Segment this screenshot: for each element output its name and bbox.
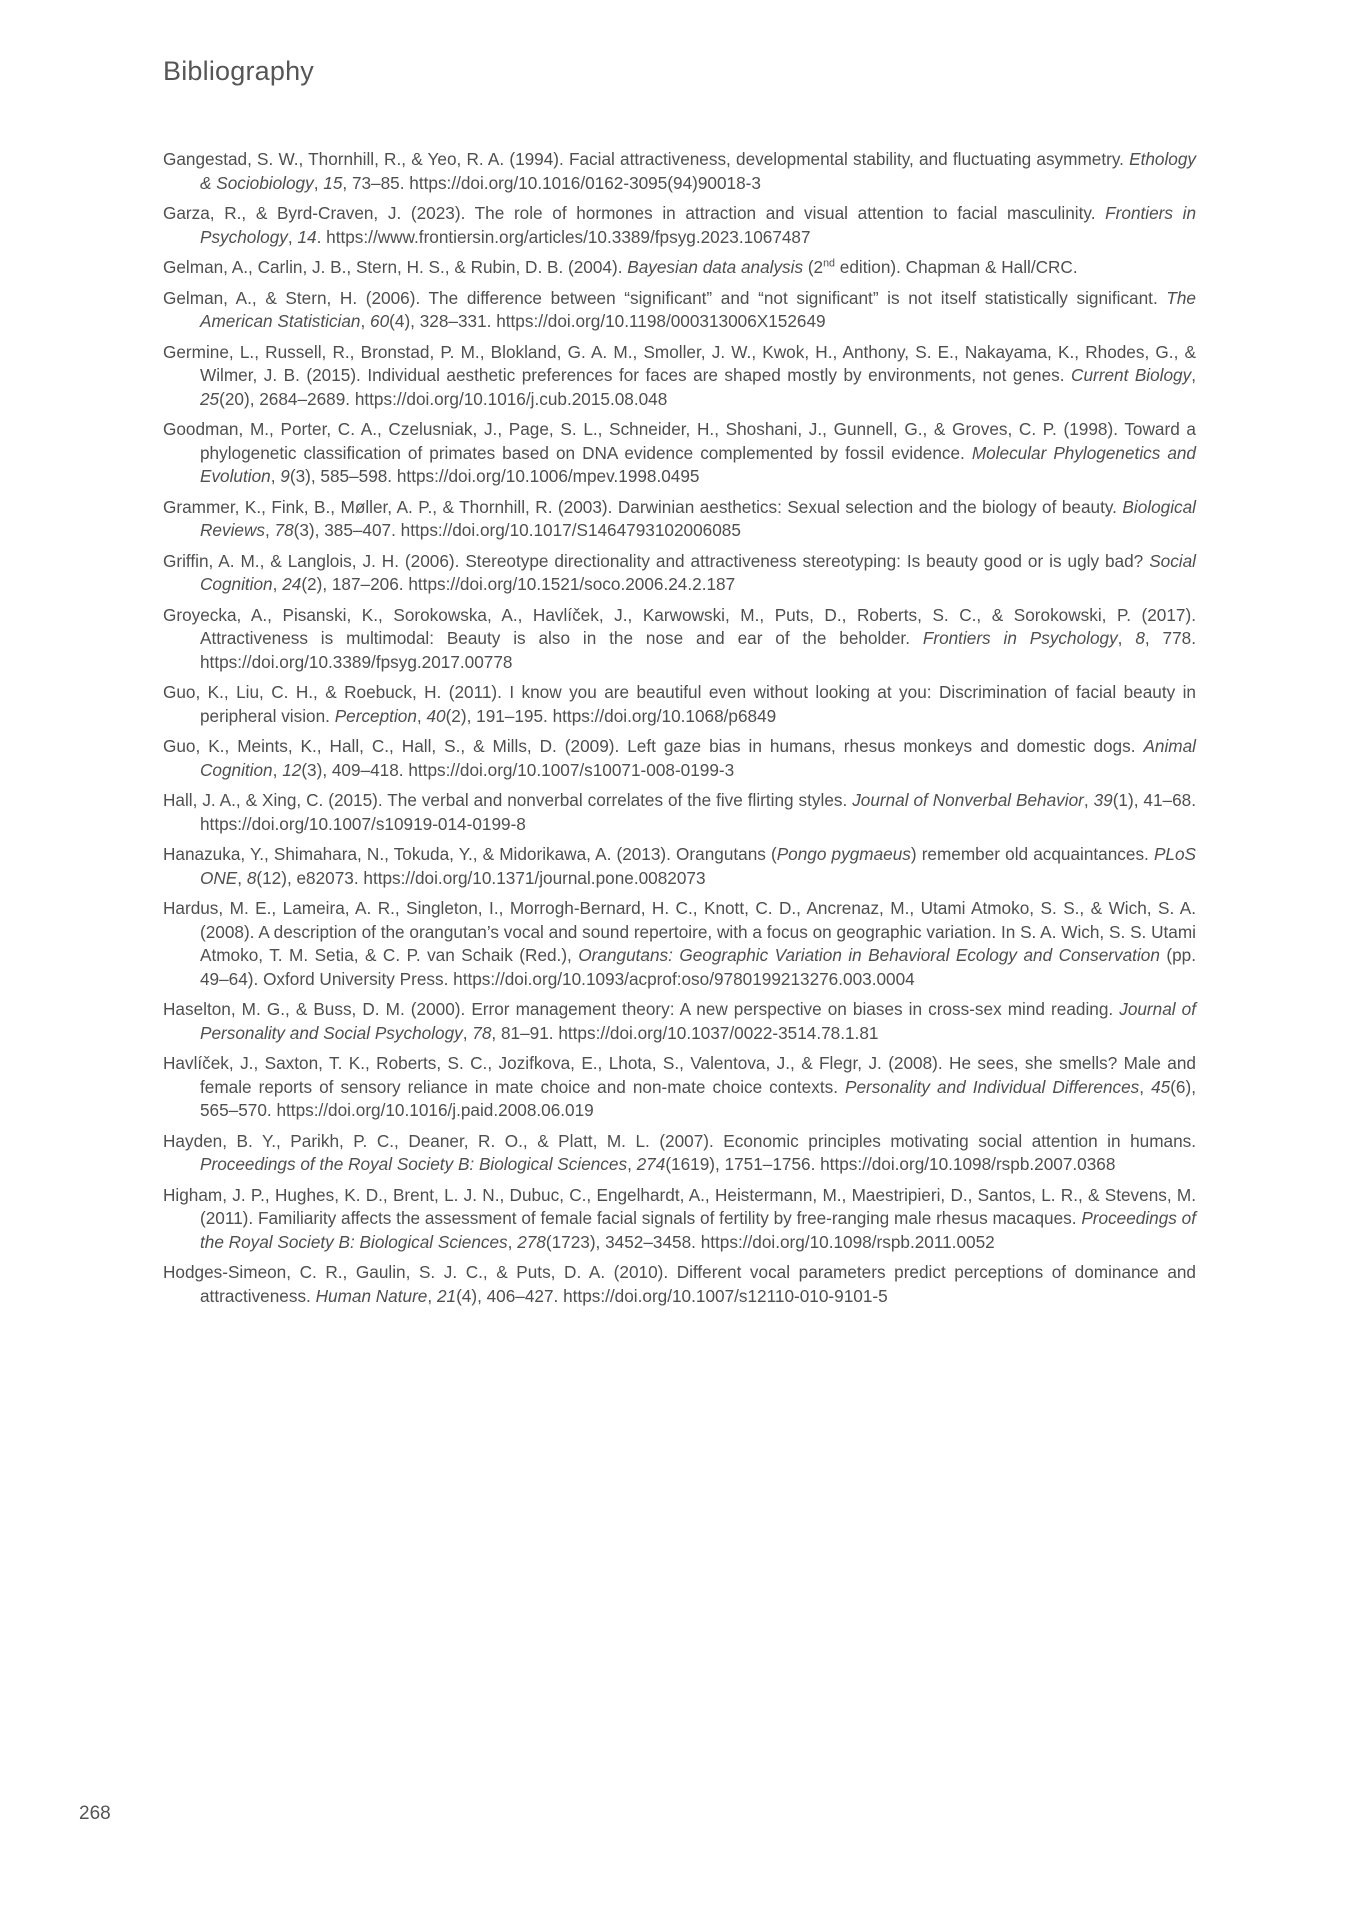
reference-text-segment: (3), 409–418. https://doi.org/10.1007/s10071-008-0199-3 (301, 759, 735, 780)
reference-entry (163, 341, 1196, 412)
reference-text-segment: 278 (517, 1231, 546, 1252)
reference-text-segment: Bayesian data analysis (627, 257, 804, 277)
reference-text-segment: Human Nature (315, 1285, 428, 1306)
reference-text-segment: Guo, K., Liu, C. H., & Roebuck, H. (2011). I know you are beautiful even without looking at you: Discrimination of facial beauty in peripheral vision. (163, 682, 1196, 726)
reference-text-segment: Haselton, M. G., & Buss, D. M. (2000). Error management theory: A new perspective on biases in cross-sex mind reading. (163, 999, 1120, 1019)
reference-text-segment: , (627, 1154, 637, 1174)
reference-text-segment: Groyecka, A., Pisanski, K., Sorokowska, A., Havlíček, J., Karwowski, M., Puts, D., Roberts, S. C., & Sorokowski, P. (2017). Attractiveness is multimodal: Beauty is also in the nose and ear of the beholder. (163, 604, 1196, 648)
reference-text-segment: , (416, 705, 427, 726)
reference-entry (163, 897, 1196, 991)
reference-entry (163, 843, 1196, 890)
reference-text-segment: Proceedings of the Royal Society B: Biological Sciences (200, 1154, 628, 1174)
reference-text-segment: (4), 406–427. https://doi.org/10.1007/s12110-010-9101-5 (456, 1285, 888, 1306)
reference-entry (163, 735, 1196, 782)
reference-text-segment: 8 (1135, 628, 1145, 648)
reference-text-segment: (4), 328–331. https://doi.org/10.1198/000313006X152649 (389, 311, 826, 331)
reference-text-segment: Frontiers in Psychology (200, 203, 1196, 247)
reference-text-segment: Grammer, K., Fink, B., Møller, A. P., & Thornhill, R. (2003). Darwinian aesthetics: Sexual selection and the biology of beauty. (163, 496, 1123, 517)
reference-text-segment: Perception (334, 705, 417, 726)
reference-text-segment: 39 (1093, 790, 1113, 810)
reference-text-segment: , 73–85. https://doi.org/10.1016/0162-3095(94)90018-3 (342, 172, 761, 193)
reference-text-segment: 12 (282, 759, 302, 780)
reference-text-segment: Personality and Individual Differences (844, 1076, 1140, 1097)
reference-text-segment: Social Cognition (200, 550, 1196, 594)
reference-text-segment: , (264, 520, 275, 540)
reference-entry (163, 998, 1196, 1045)
reference-entry (163, 148, 1196, 195)
reference-text-segment: ) remember old acquaintances. (910, 844, 1154, 864)
reference-text-segment: , (462, 1022, 473, 1043)
reference-text-segment: . https://www.frontiersin.org/articles/10.3389/fpsyg.2023.1067487 (316, 226, 811, 247)
reference-entry (163, 256, 1196, 280)
reference-text-segment: Ethology & Sociobiology (200, 149, 1196, 193)
reference-text-segment: Higham, J. P., Hughes, K. D., Brent, L. J. N., Dubuc, C., Engelhardt, A., Heistermann, M., Maestripieri, D., Santos, L. R., & Stevens, M. (2011). Familiarity affects the assessment of female facial signals of fertility by free-ranging male rhesus macaques. (163, 1184, 1196, 1228)
reference-text-segment: Germine, L., Russell, R., Bronstad, P. M., Blokland, G. A. M., Smoller, J. W., Kwok, H., Anthony, S. E., Nakayama, K., Rhodes, G., & Wilmer, J. B. (2015). Individual aesthetic preferences for faces are shaped mostly by environments, not genes. (163, 341, 1196, 385)
reference-text-segment: Gangestad, S. W., Thornhill, R., & Yeo, R. A. (1994). Facial attractiveness, developmental stability, and fluctuating asymmetry. (163, 149, 1130, 169)
reference-text-segment: (12), e82073. https://doi.org/10.1371/journal.pone.0082073 (256, 867, 706, 888)
reference-text-segment: , (360, 311, 371, 331)
reference-text-segment: Gelman, A., & Stern, H. (2006). The difference between “significant” and “not significant” is not itself statistically significant. (163, 287, 1167, 308)
reference-text-segment: 21 (436, 1285, 457, 1306)
reference-text-segment: (6), 565–570. https://doi.org/10.1016/j.paid.2008.06.019 (200, 1076, 1196, 1120)
page-number: 268 (79, 1803, 111, 1824)
reference-text-segment: The American Statistician (200, 287, 1196, 331)
reference-text-segment: (1), 41–68. https://doi.org/10.1007/s10919-014-0199-8 (200, 790, 1196, 834)
reference-text-segment: Pongo pygmaeus (776, 844, 911, 864)
reference-entry (163, 1184, 1196, 1255)
reference-text-segment: , (1083, 790, 1094, 810)
reference-text-segment: Hall, J. A., & Xing, C. (2015). The verbal and nonverbal correlates of the five flirting styles. (163, 790, 853, 810)
reference-text-segment: Hardus, M. E., Lameira, A. R., Singleton, I., Morrogh-Bernard, H. C., Knott, C. D., Ancrenaz, M., Utami Atmoko, S. S., & Wich, S. A. (2008). A description of the orangutan’s vocal and sound repertoire, with a focus on geographic variation. In S. A. Wich, S. S. Utami Atmoko, T. M. Setia, & C. P. van Schaik (Red.), (163, 898, 1196, 965)
reference-text-segment: (2), 187–206. https://doi.org/10.1521/soco.2006.24.2.187 (301, 574, 736, 594)
reference-text-segment: , (270, 466, 281, 486)
reference-entry (163, 681, 1196, 728)
reference-text-segment: 78 (274, 520, 294, 540)
page-title: Bibliography (163, 56, 314, 86)
reference-text-segment: Current Biology (1071, 365, 1192, 385)
reference-text-segment: (20), 2684–2689. https://doi.org/10.1016/j.cub.2015.08.048 (219, 388, 668, 409)
reference-text-segment: Biological Reviews (200, 496, 1196, 540)
reference-text-segment: (2 (803, 257, 824, 277)
reference-text-segment: 45 (1151, 1076, 1171, 1097)
reference-text-segment: , (313, 172, 324, 193)
reference-text-segment: Garza, R., & Byrd-Craven, J. (2023). The role of hormones in attraction and visual attention to facial masculinity. (163, 203, 1106, 223)
reference-list (163, 148, 1196, 1315)
reference-text-segment: Hayden, B. Y., Parikh, P. C., Deaner, R. O., & Platt, M. L. (2007). Economic principles motivating social attention in humans. (163, 1130, 1196, 1151)
reference-text-segment: Hanazuka, Y., Shimahara, N., Tokuda, Y., & Midorikawa, A. (2013). Orangutans ( (163, 844, 777, 864)
reference-entry (163, 287, 1196, 334)
reference-text-segment: , (272, 759, 283, 780)
reference-text-segment: , (272, 574, 283, 594)
reference-text-segment: nd (823, 257, 835, 270)
reference-text-segment: 24 (282, 574, 302, 594)
reference-text-segment: 274 (636, 1154, 666, 1174)
reference-text-segment: Journal of Nonverbal Behavior (852, 790, 1084, 810)
reference-text-segment: 40 (426, 705, 446, 726)
reference-text-segment: 14 (297, 226, 317, 247)
reference-text-segment: 9 (280, 466, 290, 486)
reference-text-segment: Orangutans: Geographic Variation in Behavioral Ecology and Conservation (578, 945, 1160, 965)
reference-text-segment: 60 (370, 311, 390, 331)
reference-text-segment: 15 (323, 172, 343, 193)
reference-entry (163, 604, 1196, 675)
reference-text-segment: Griffin, A. M., & Langlois, J. H. (2006). Stereotype directionality and attractiveness stereotyping: Is beauty good or is ugly bad? (163, 550, 1150, 571)
reference-text-segment: (3), 585–598. https://doi.org/10.1006/mpev.1998.0495 (289, 466, 700, 486)
reference-text-segment: Molecular Phylogenetics and Evolution (200, 442, 1196, 486)
reference-entry (163, 418, 1196, 489)
reference-text-segment: (3), 385–407. https://doi.org/10.1017/S1464793102006085 (293, 520, 741, 540)
reference-text-segment: Animal Cognition (200, 736, 1196, 780)
reference-entry (163, 550, 1196, 597)
reference-text-segment: (2), 191–195. https://doi.org/10.1068/p6849 (445, 705, 777, 726)
reference-text-segment: edition). Chapman & Hall/CRC. (834, 257, 1078, 277)
reference-text-segment: Goodman, M., Porter, C. A., Czelusniak, J., Page, S. L., Schneider, H., Shoshani, J., Gunnell, G., & Groves, C. P. (1998). Toward a phylogenetic classification of primates based on DNA evidence complemented by fossil evidence. (163, 419, 1196, 463)
reference-text-segment: , (287, 226, 298, 247)
reference-entry (163, 789, 1196, 836)
reference-text-segment: (1723), 3452–3458. https://doi.org/10.1098/rspb.2011.0052 (545, 1231, 995, 1252)
reference-text-segment: , 778. https://doi.org/10.3389/fpsyg.2017.00778 (200, 628, 1196, 672)
reference-text-segment: (1619), 1751–1756. https://doi.org/10.1098/rspb.2007.0368 (665, 1154, 1116, 1174)
reference-entry (163, 1130, 1196, 1177)
reference-entry (163, 202, 1196, 249)
reference-text-segment: , (427, 1285, 437, 1306)
reference-entry (163, 496, 1196, 543)
reference-text-segment: 25 (200, 388, 220, 409)
reference-text-segment: Journal of Personality and Social Psychology (200, 999, 1196, 1043)
reference-text-segment: Hodges-Simeon, C. R., Gaulin, S. J. C., & Puts, D. A. (2010). Different vocal parameters predict perceptions of dominance and attractiveness. (163, 1262, 1196, 1306)
reference-text-segment: Frontiers in Psychology (922, 628, 1118, 648)
reference-text-segment: , (1191, 365, 1196, 385)
reference-text-segment: , (1139, 1076, 1152, 1097)
reference-text-segment: 8 (246, 867, 257, 888)
reference-text-segment: , 81–91. https://doi.org/10.1037/0022-3514.78.1.81 (491, 1022, 879, 1043)
reference-text-segment: Gelman, A., Carlin, J. B., Stern, H. S., & Rubin, D. B. (2004). (163, 257, 628, 277)
reference-text-segment: , (237, 867, 247, 888)
reference-text-segment: PLoS ONE (200, 844, 1196, 888)
reference-text-segment: Guo, K., Meints, K., Hall, C., Hall, S., & Mills, D. (2009). Left gaze bias in humans, rhesus monkeys and domestic dogs. (163, 736, 1144, 756)
reference-entry (163, 1052, 1196, 1123)
reference-entry (163, 1261, 1196, 1308)
reference-text-segment: , (1117, 628, 1136, 648)
reference-text-segment: Havlíček, J., Saxton, T. K., Roberts, S. C., Jozifkova, E., Lhota, S., Valentova, J., & Flegr, J. (2008). He sees, she smells? Male and female reports of sensory reliance in mate choice and non-mate choice contexts. (163, 1053, 1196, 1097)
reference-text-segment: , (507, 1231, 518, 1252)
reference-text-segment: (pp. 49–64). Oxford University Press. https://doi.org/10.1093/acprof:oso/9780199213276.003.0004 (200, 945, 1196, 989)
reference-text-segment: Proceedings of the Royal Society B: Biological Sciences (200, 1208, 1196, 1252)
reference-text-segment: 78 (472, 1022, 492, 1043)
